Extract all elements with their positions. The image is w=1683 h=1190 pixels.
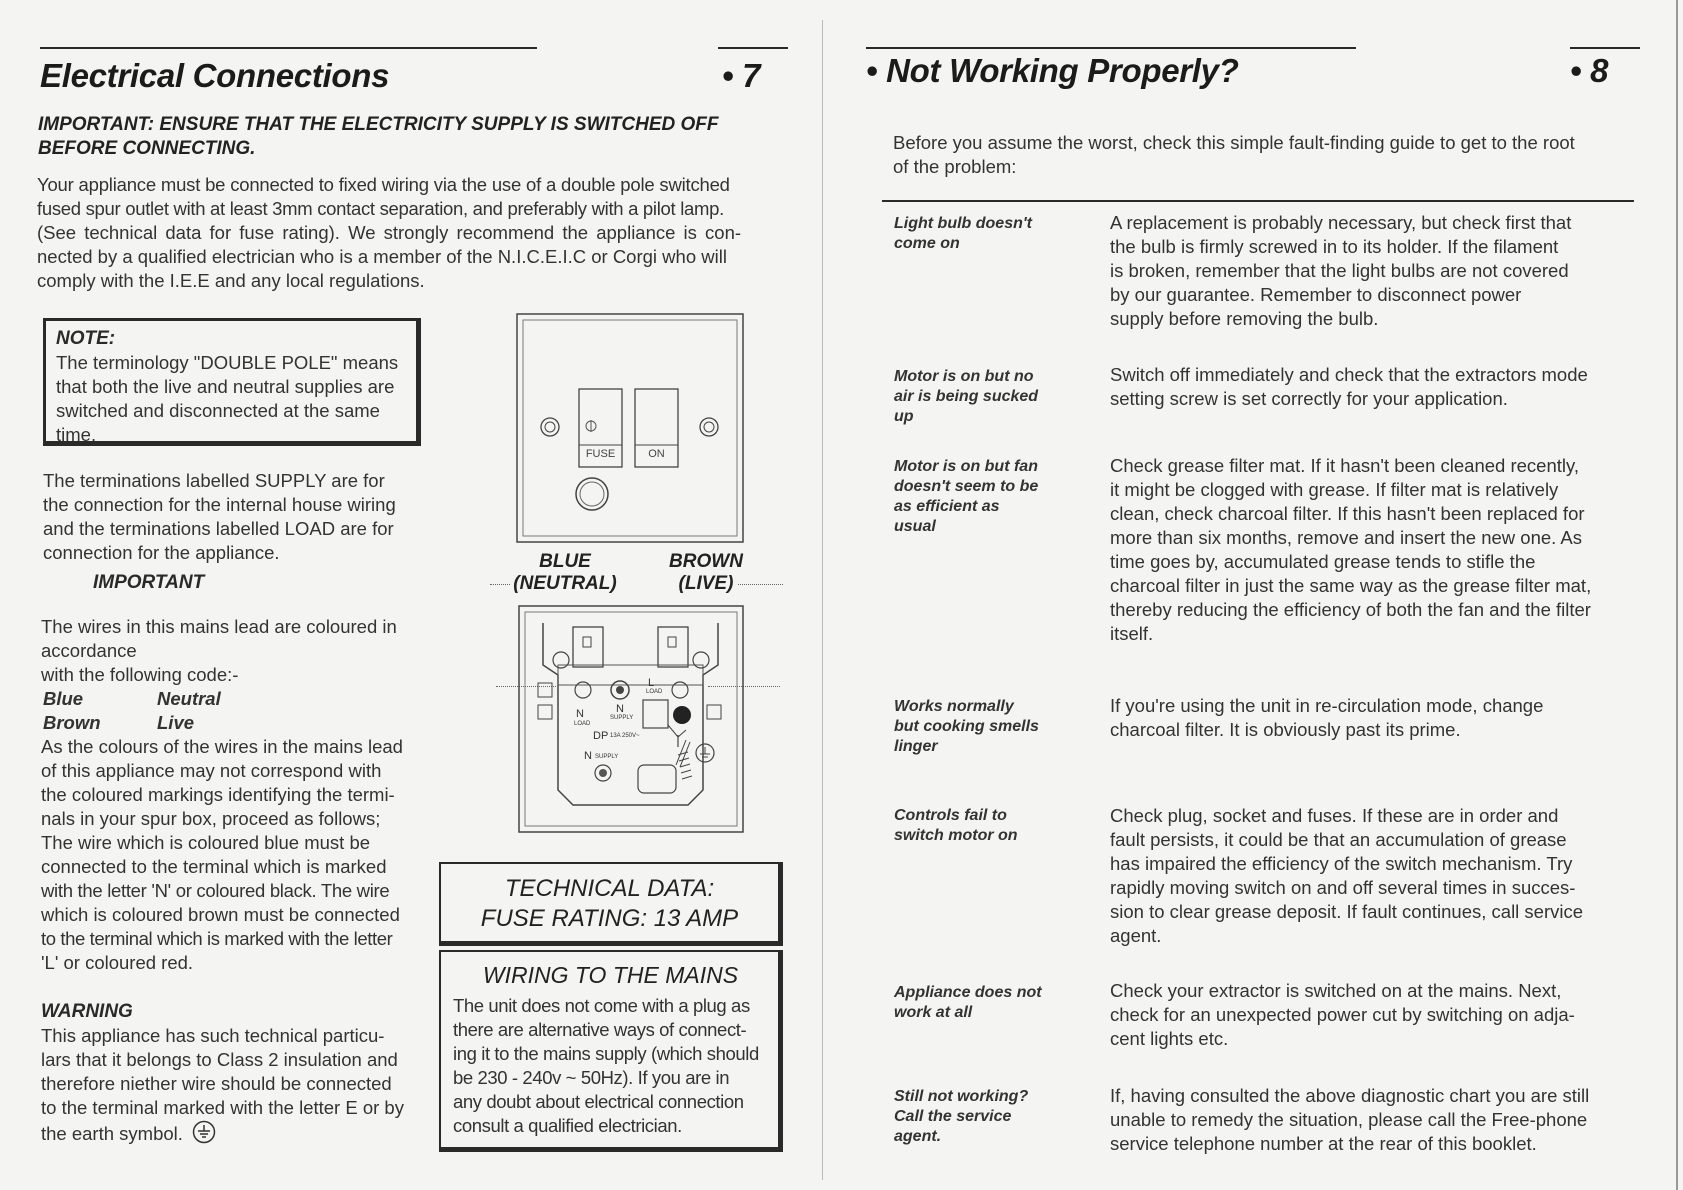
fuse-rating: FUSE RATING: 13 AMP <box>480 905 739 932</box>
wiring-line: The unit does not come with a plug as <box>453 995 750 1016</box>
wiring-body <box>453 994 768 1138</box>
technical-data-box <box>439 862 783 946</box>
wiring-line: ing it to the mains supply (which should <box>453 1043 759 1064</box>
wire-name: (LIVE) <box>678 573 734 594</box>
symptom-line: linger <box>894 738 938 755</box>
symptom-line: Appliance does not <box>894 984 1042 1001</box>
remedy-line: rapidly moving switch on and off several times in succes- <box>1110 877 1576 898</box>
left-page-title: Electrical Connections <box>40 57 390 94</box>
right-pagenum-rule <box>1570 47 1640 49</box>
important-heading-line: BEFORE CONNECTING. <box>38 138 256 159</box>
remedy-line: by our guarantee. Remember to disconnect power <box>1110 284 1522 305</box>
colours-line: connected to the terminal which is marked <box>41 856 387 877</box>
fault-remedy <box>1110 454 1640 646</box>
symptom-line: usual <box>894 518 936 535</box>
page-gutter <box>822 20 823 1180</box>
terminations-line: The terminations labelled SUPPLY are for <box>43 470 385 491</box>
remedy-line: cent lights etc. <box>1110 1028 1229 1049</box>
intro-paragraph <box>37 173 797 293</box>
remedy-line: has impaired the efficiency of the switch mechanism. Try <box>1110 853 1573 874</box>
wiring-to-mains-box <box>439 950 783 1152</box>
terminal-label: N <box>616 703 624 715</box>
fault-symptom <box>894 983 1074 1023</box>
intro-line: comply with the I.E.E and any local regulations. <box>37 270 425 291</box>
fault-symptom <box>894 806 1074 846</box>
symptom-line: Light bulb doesn't <box>894 215 1032 232</box>
remedy-line: clean, check charcoal filter. If this hasn't been replaced for <box>1110 503 1585 524</box>
symptom-line: doesn't seem to be <box>894 478 1039 495</box>
warning-line: the earth symbol. <box>41 1122 183 1144</box>
symptom-line: Controls fail to <box>894 807 1007 824</box>
intro-line: Before you assume the worst, check this simple fault-finding guide to get to the root <box>893 132 1575 153</box>
leader-line <box>490 584 510 585</box>
symptom-line: as efficient as <box>894 498 1000 515</box>
warning-line: to the terminal marked with the letter E or by <box>41 1097 404 1118</box>
remedy-line: If you're using the unit in re-circulation mode, change <box>1110 695 1544 716</box>
right-page-title: • Not Working Properly? <box>866 52 1239 89</box>
wiring-line: be 230 - 240v ~ 50Hz). If you are in <box>453 1067 730 1088</box>
remedy-line: service telephone number at the rear of this booklet. <box>1110 1133 1537 1154</box>
remedy-line: charcoal filter in just the same way as the grease filter mat, <box>1110 575 1592 596</box>
colours-line: with the letter 'N' or coloured black. The wire <box>41 880 390 901</box>
warning-heading: WARNING <box>41 1001 133 1022</box>
leader-line <box>738 584 783 585</box>
fault-remedy <box>1110 211 1640 331</box>
colour-meaning: Neutral <box>157 688 221 709</box>
switch-faceplate-diagram <box>516 313 744 543</box>
intro-line: Your appliance must be connected to fixed wiring via the use of a double pole switched <box>37 174 730 195</box>
terminal-label: SUPPLY <box>610 715 634 721</box>
fault-remedy <box>1110 363 1640 411</box>
colours-line: nals in your spur box, proceed as follows; <box>41 808 381 829</box>
remedy-line: charcoal filter. It is obviously past its prime. <box>1110 719 1461 740</box>
note-body <box>56 351 406 447</box>
colours-line: As the colours of the wires in the mains lead <box>41 736 403 757</box>
fault-symptom <box>894 1087 1074 1147</box>
symptom-line: work at all <box>894 1004 973 1021</box>
wiring-line: there are alternative ways of connect- <box>453 1019 747 1040</box>
colour-name: Brown <box>43 712 101 733</box>
symptom-line: Motor is on but fan <box>894 458 1038 475</box>
fault-remedy <box>1110 804 1640 948</box>
fault-symptom <box>894 214 1074 254</box>
remedy-line: the bulb is firmly screwed in to its holder. If the filament <box>1110 236 1559 257</box>
remedy-line: unable to remedy the situation, please call the Free-phone <box>1110 1109 1588 1130</box>
fault-symptom <box>894 457 1074 537</box>
remedy-line: check for an unexpected power cut by switching on adja- <box>1110 1004 1575 1025</box>
colours-line: the coloured markings identifying the termi- <box>41 784 395 805</box>
left-header-rule <box>40 47 537 49</box>
intro-line: nected by a qualified electrician who is a member of the N.I.C.E.I.C or Corgi who will <box>37 246 727 267</box>
warning-line: lars that it belongs to Class 2 insulation and <box>41 1049 398 1070</box>
symptom-line: Call the service <box>894 1108 1012 1125</box>
symptom-line: but cooking smells <box>894 718 1039 735</box>
note-line: that both the live and neutral supplies are <box>56 376 395 397</box>
terminal-wiring-diagram <box>518 605 744 833</box>
terminal-label: N <box>584 750 592 762</box>
technical-data-heading: TECHNICAL DATA: <box>504 875 715 902</box>
brown-wire-label <box>656 551 756 595</box>
terminal-label: SUPPLY <box>595 754 619 760</box>
terminations-line: the connection for the internal house wiring <box>43 494 396 515</box>
fault-remedy <box>1110 1084 1640 1156</box>
colour-code-row <box>41 687 431 711</box>
wires-line: with the following code:- <box>41 664 239 685</box>
symptom-line: Motor is on but no <box>894 368 1034 385</box>
remedy-line: agent. <box>1110 925 1162 946</box>
terminal-label: LOAD <box>574 721 591 727</box>
remedy-line: thereby reducing the efficiency of both the fan and the filter <box>1110 599 1591 620</box>
wires-line: accordance <box>41 640 137 661</box>
intro-line: of the problem: <box>893 156 1017 177</box>
colours-line: to the terminal which is marked with the letter <box>41 928 393 949</box>
wires-paragraph <box>41 615 431 975</box>
colour-code-row <box>41 711 431 735</box>
remedy-line: time goes by, accumulated grease tends to stifle the <box>1110 551 1536 572</box>
important-heading <box>38 113 719 161</box>
note-line: The terminology "DOUBLE POLE" means <box>56 352 399 373</box>
remedy-line: If, having consulted the above diagnostic chart you are still <box>1110 1085 1590 1106</box>
remedy-line: more than six months, remove and insert the new one. As <box>1110 527 1582 548</box>
on-switch-label: ON <box>648 448 665 460</box>
symptom-line: air is being sucked <box>894 388 1039 405</box>
colours-line: 'L' or coloured red. <box>41 952 194 973</box>
remedy-line: A replacement is probably necessary, but check first that <box>1110 212 1572 233</box>
wiring-line: any doubt about electrical connection <box>453 1091 744 1112</box>
fault-finding-intro <box>893 131 1653 179</box>
colour-meaning: Live <box>157 712 195 733</box>
remedy-line: sion to clear grease deposit. If fault continues, call service <box>1110 901 1584 922</box>
warning-body <box>41 1024 441 1150</box>
fault-symptom <box>894 367 1074 427</box>
warning-last-line <box>41 1120 441 1150</box>
note-box <box>43 318 421 446</box>
earth-symbol-icon <box>192 1120 216 1150</box>
right-page-number: • 8 <box>1570 52 1609 89</box>
colours-line: of this appliance may not correspond with <box>41 760 382 781</box>
terminations-paragraph <box>43 469 433 565</box>
remedy-line: is broken, remember that the light bulbs are not covered <box>1110 260 1569 281</box>
colour-name: Blue <box>43 688 84 709</box>
note-line: switched and disconnected at the same <box>56 400 380 421</box>
intro-line: (See technical data for fuse rating). We strongly recommend the appliance is con- <box>37 222 742 243</box>
remedy-line: Switch off immediately and check that the extractors mode <box>1110 364 1588 385</box>
fault-symptom <box>894 697 1074 757</box>
terminal-label: 13A 250V~ <box>610 733 640 739</box>
remedy-line: Check plug, socket and fuses. If these are in order and <box>1110 805 1559 826</box>
wires-line: The wires in this mains lead are coloured in <box>41 616 397 637</box>
terminal-label: DP <box>593 730 609 742</box>
symptom-line: up <box>894 408 914 425</box>
left-page-number: • 7 <box>722 57 761 94</box>
fault-remedy <box>1110 979 1640 1051</box>
table-top-rule <box>882 200 1634 202</box>
symptom-line: Still not working? <box>894 1088 1029 1105</box>
terminal-label: L <box>648 677 655 689</box>
left-pagenum-rule <box>718 47 788 49</box>
symptom-line: Works normally <box>894 698 1014 715</box>
warning-line: This appliance has such technical particu- <box>41 1025 385 1046</box>
terminations-line: connection for the appliance. <box>43 542 280 563</box>
colours-line: The wire which is coloured blue must be <box>41 832 371 853</box>
remedy-line: itself. <box>1110 623 1154 644</box>
remedy-line: it might be clogged with grease. If filter mat is relatively <box>1110 479 1559 500</box>
wiring-heading: WIRING TO THE MAINS <box>482 962 739 988</box>
intro-line: fused spur outlet with at least 3mm contact separation, and preferably with a pilot lamp. <box>37 198 724 219</box>
terminal-label: LOAD <box>646 689 663 695</box>
right-page-edge <box>1676 0 1678 1190</box>
terminal-label: N <box>576 708 584 720</box>
important-heading-line: IMPORTANT: ENSURE THAT THE ELECTRICITY SUPPLY IS SWITCHED OFF <box>38 114 719 135</box>
wire-name: (NEUTRAL) <box>513 573 617 594</box>
colours-line: which is coloured brown must be connected <box>41 904 400 925</box>
note-line: time. <box>56 424 97 445</box>
remedy-line: supply before removing the bulb. <box>1110 308 1379 329</box>
wire-colour: BROWN <box>669 551 743 572</box>
wire-colour: BLUE <box>539 551 591 572</box>
fuse-switch-label: FUSE <box>585 448 616 460</box>
terminations-line: and the terminations labelled LOAD are for <box>43 518 394 539</box>
blue-wire-label <box>510 551 620 595</box>
wiring-line: consult a qualified electrician. <box>453 1115 682 1136</box>
important-label: IMPORTANT <box>93 572 205 593</box>
remedy-line: setting screw is set correctly for your application. <box>1110 388 1508 409</box>
right-header-rule <box>866 47 1356 49</box>
fault-remedy <box>1110 694 1640 742</box>
remedy-line: Check your extractor is switched on at the mains. Next, <box>1110 980 1562 1001</box>
symptom-line: agent. <box>894 1128 942 1145</box>
symptom-line: come on <box>894 235 960 252</box>
remedy-line: Check grease filter mat. If it hasn't been cleaned recently, <box>1110 455 1580 476</box>
warning-line: therefore niether wire should be connected <box>41 1073 392 1094</box>
symptom-line: switch motor on <box>894 827 1018 844</box>
remedy-line: fault persists, it could be that an accumulation of grease <box>1110 829 1567 850</box>
note-heading: NOTE: <box>56 328 116 349</box>
warning-section <box>41 1000 441 1150</box>
